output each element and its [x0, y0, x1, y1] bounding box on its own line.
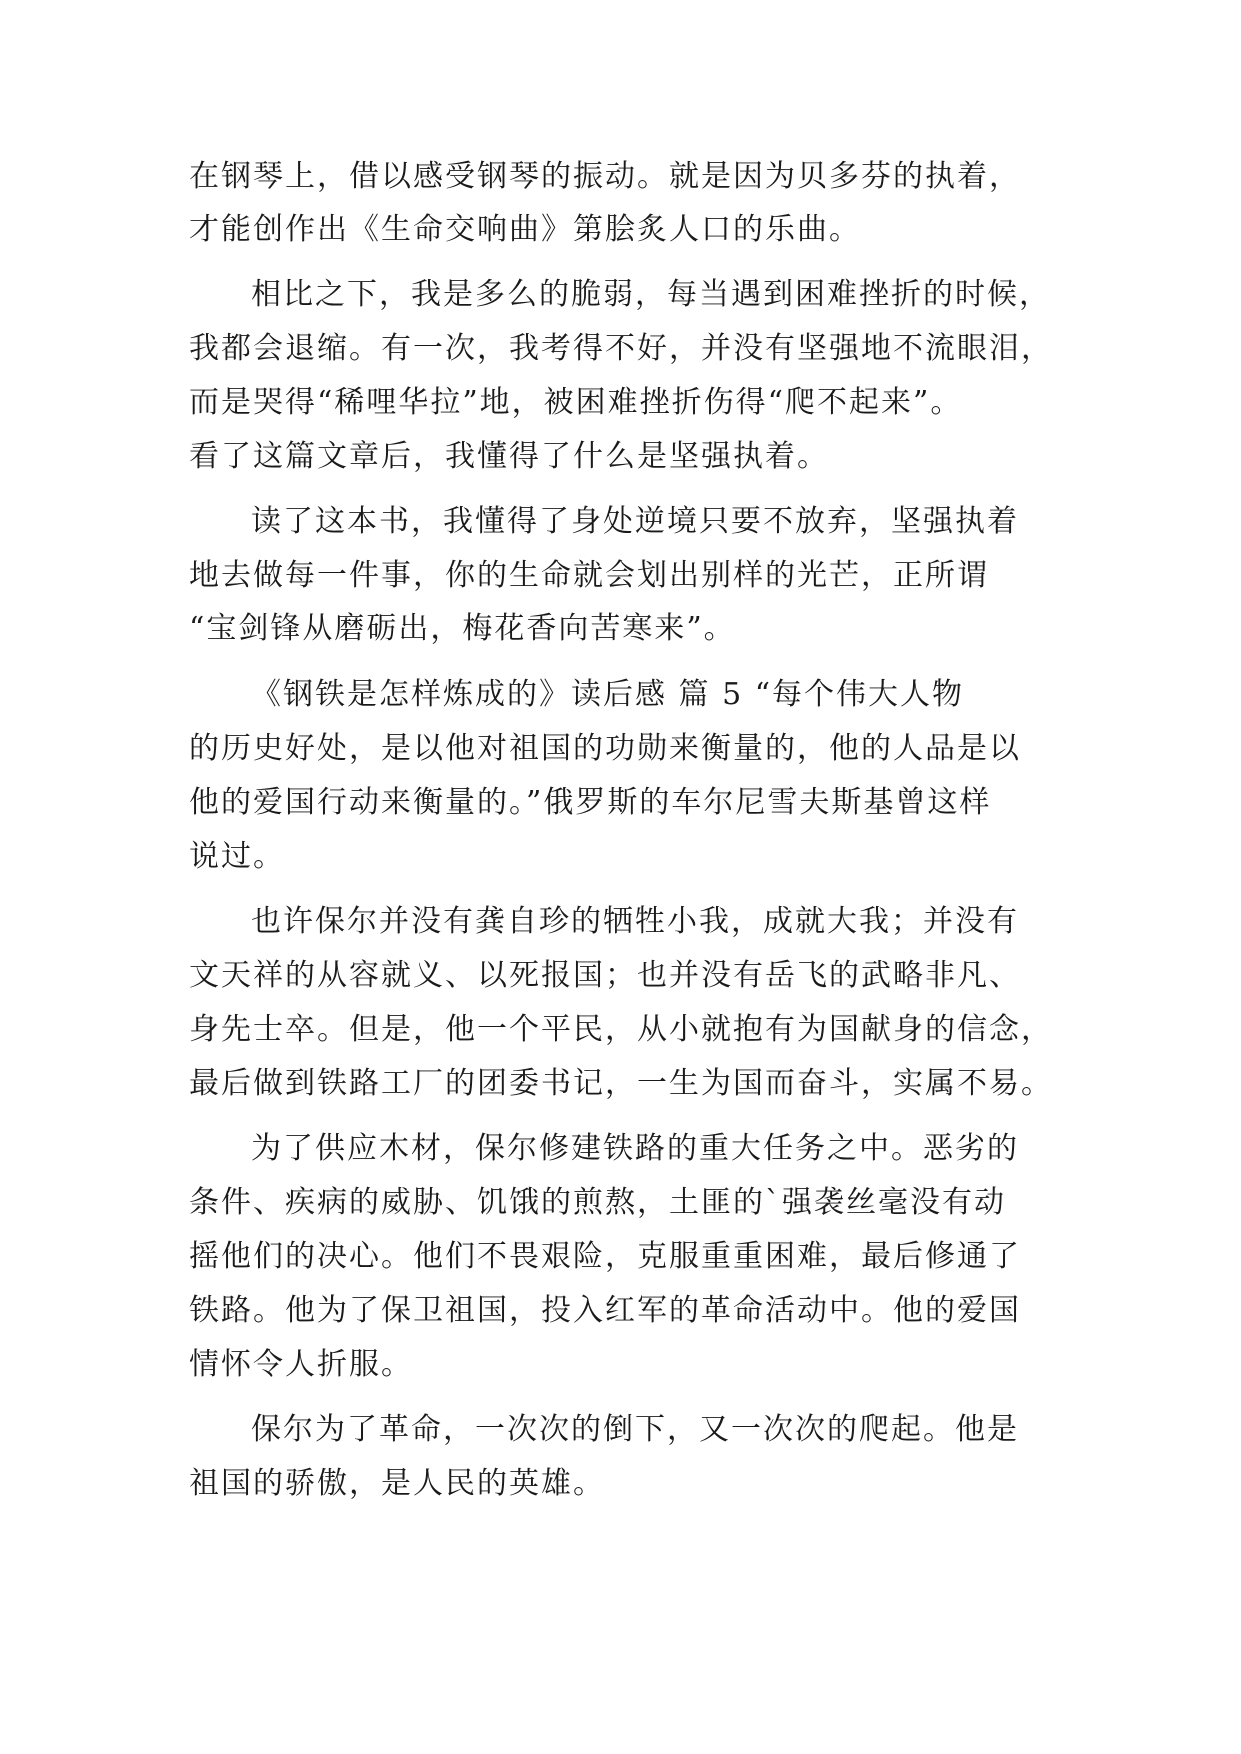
text-line: 而是哭得“稀哩华拉”地，被困难挫折伤得“爬不起来”。 — [189, 385, 963, 420]
text-line: 我都会退缩。有一次，我考得不好，并没有坚强地不流眼泪， — [189, 331, 1053, 366]
text-line: 相比之下，我是多么的脆弱，每当遇到困难挫折的时候， — [251, 277, 1051, 312]
text-line: 才能创作出《生命交响曲》第脍炙人口的乐曲。 — [189, 212, 861, 247]
text-line: 情怀令人折服。 — [189, 1347, 413, 1382]
text-line: 文天祥的从容就义、以死报国；也并没有岳飞的武略非凡、 — [189, 958, 1021, 993]
text-line: 说过。 — [189, 839, 285, 874]
text-line: 在钢琴上，借以感受钢琴的振动。就是因为贝多芬的执着， — [189, 159, 1021, 194]
text-line: 摇他们的决心。他们不畏艰险，克服重重困难，最后修通了 — [189, 1239, 1021, 1274]
text-line: 身先士卒。但是，他一个平民，从小就抱有为国献身的信念， — [189, 1012, 1053, 1047]
text-line: 他的爱国行动来衡量的。”俄罗斯的车尔尼雪夫斯基曾这样 — [189, 785, 992, 820]
text-line: 读了这本书，我懂得了身处逆境只要不放弃，坚强执着 — [251, 504, 1019, 539]
text-line: 地去做每一件事，你的生命就会划出别样的光芒，正所谓 — [189, 558, 989, 593]
text-line: 也许保尔并没有龚自珍的牺牲小我，成就大我；并没有 — [251, 904, 1019, 939]
text-line: 祖国的骄傲，是人民的英雄。 — [189, 1466, 605, 1501]
text-line: 最后做到铁路工厂的团委书记，一生为国而奋斗，实属不易。 — [189, 1066, 1053, 1101]
text-line: 条件、疾病的威胁、饥饿的煎熬，土匪的`强袭丝毫没有动 — [189, 1185, 1006, 1220]
text-line: 的历史好处，是以他对祖国的功勋来衡量的，他的人品是以 — [189, 731, 1021, 766]
text-line: 看了这篇文章后，我懂得了什么是坚强执着。 — [189, 439, 829, 474]
section-heading-line: 《钢铁是怎样炼成的》读后感 篇 5 “每个伟大人物 — [251, 677, 965, 712]
text-line: 铁路。他为了保卫祖国，投入红军的革命活动中。他的爱国 — [189, 1293, 1021, 1328]
text-line: 为了供应木材，保尔修建铁路的重大任务之中。恶劣的 — [251, 1131, 1019, 1166]
text-line: 保尔为了革命，一次次的倒下，又一次次的爬起。他是 — [251, 1412, 1019, 1447]
text-line: “宝剑锋从磨砺出，梅花香向苦寒来”。 — [189, 611, 736, 646]
